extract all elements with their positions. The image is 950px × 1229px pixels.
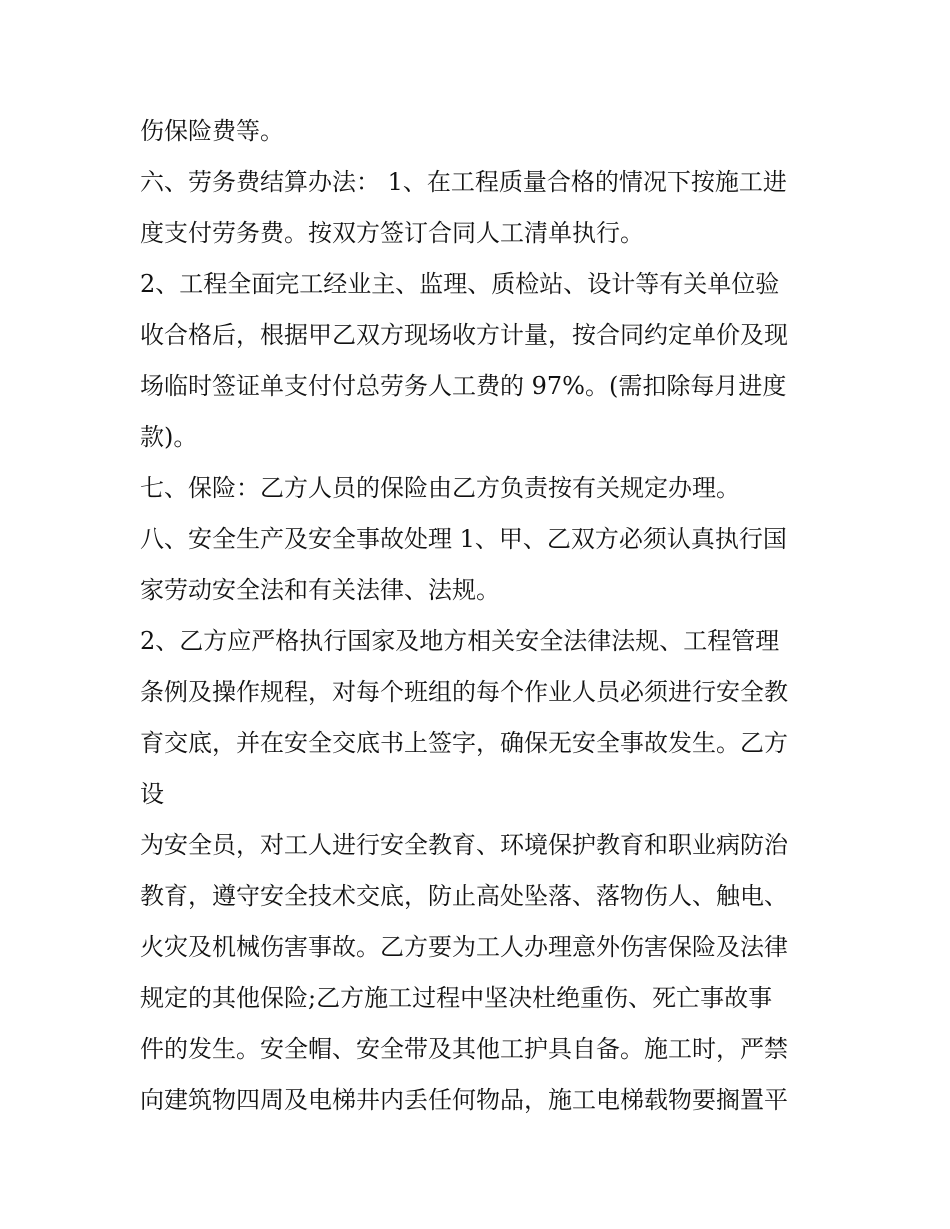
text-line: 条例及操作规程，对每个班组的每个作业人员必须进行安全教 — [140, 678, 788, 706]
text-line: 家劳动安全法和有关法律、法规。 — [140, 576, 500, 604]
text-line: 为安全员，对工人进行安全教育、环境保护教育和职业病防治 — [140, 831, 788, 859]
text-line: 场临时签证单支付付总劳务人工费的 97%。(需扣除每月进度 — [140, 372, 787, 400]
text-line: 八、安全生产及安全事故处理 1、甲、乙双方必须认真执行国 — [140, 525, 787, 553]
text-line: 件的发生。安全帽、安全带及其他工护具自备。施工时，严禁 — [140, 1035, 788, 1063]
document-body — [140, 106, 830, 1126]
text-line: 度支付劳务费。按双方签订合同人工清单执行。 — [140, 219, 644, 247]
text-line: 伤保险费等。 — [140, 117, 284, 145]
text-line: 规定的其他保险;乙方施工过程中坚决杜绝重伤、死亡事故事 — [140, 984, 773, 1012]
text-line: 教育，遵守安全技术交底，防止高处坠落、落物伤人、触电、 — [140, 882, 788, 910]
text-line: 七、保险：乙方人员的保险由乙方负责按有关规定办理。 — [140, 474, 740, 502]
text-line: 育交底，并在安全交底书上签字，确保无安全事故发生。乙方 — [140, 729, 788, 757]
text-line: 款)。 — [140, 423, 198, 451]
text-line: 向建筑物四周及电梯井内丢任何物品，施工电梯载物要搁置平 — [140, 1086, 788, 1114]
text-line: 六、劳务费结算办法： 1、在工程质量合格的情况下按施工进 — [140, 168, 787, 196]
text-line: 火灾及机械伤害事故。乙方要为工人办理意外伤害保险及法律 — [140, 933, 788, 961]
text-line: 2、工程全面完工经业主、监理、质检站、设计等有关单位验 — [140, 270, 780, 298]
text-line: 2、乙方应严格执行国家及地方相关安全法律法规、工程管理 — [140, 627, 780, 655]
text-line: 收合格后，根据甲乙双方现场收方计量，按合同约定单价及现 — [140, 321, 788, 349]
text-line: 设 — [140, 780, 164, 808]
